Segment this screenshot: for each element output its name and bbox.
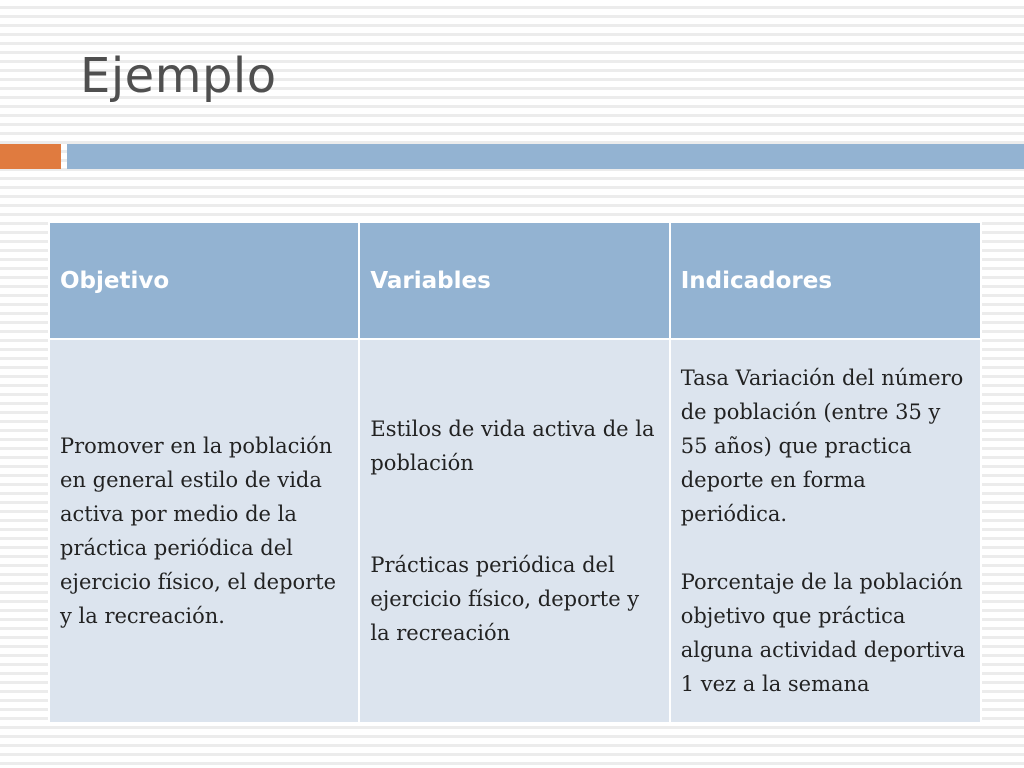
accent-bar-orange [0, 144, 61, 169]
slide-title: Ejemplo [80, 48, 277, 104]
header-objetivo: Objetivo [49, 222, 359, 339]
header-indicadores: Indicadores [670, 222, 981, 339]
cell-indicadores [670, 339, 981, 723]
cell-objetivo [49, 339, 359, 723]
indicador-item-2: Porcentaje de la población objetivo que práctica alguna actividad deportiva 1 vez a la semana [680, 570, 966, 696]
variable-item-1: Estilos de vida activa de la población [370, 417, 655, 475]
objetivo-text: Promover en la población en general estilo de vida activa por medio de la práctica periódica del ejercicio físico, el deporte y la recreación. [60, 434, 337, 628]
indicador-item-1: Tasa Variación del número de población (entre 35 y 55 años) que practica deporte en forma periódica. [680, 366, 964, 526]
cell-variables [359, 339, 669, 723]
table-container [48, 221, 982, 724]
paragraph-spacer [370, 480, 658, 548]
header-variables: Variables [359, 222, 669, 339]
variable-item-2: Prácticas periódica del ejercicio físico, deporte y la recreación [370, 553, 640, 645]
paragraph-spacer [681, 531, 970, 565]
example-table [48, 221, 982, 724]
table-row [49, 339, 981, 723]
accent-bar-blue [67, 144, 1024, 169]
table-header-row [49, 222, 981, 339]
